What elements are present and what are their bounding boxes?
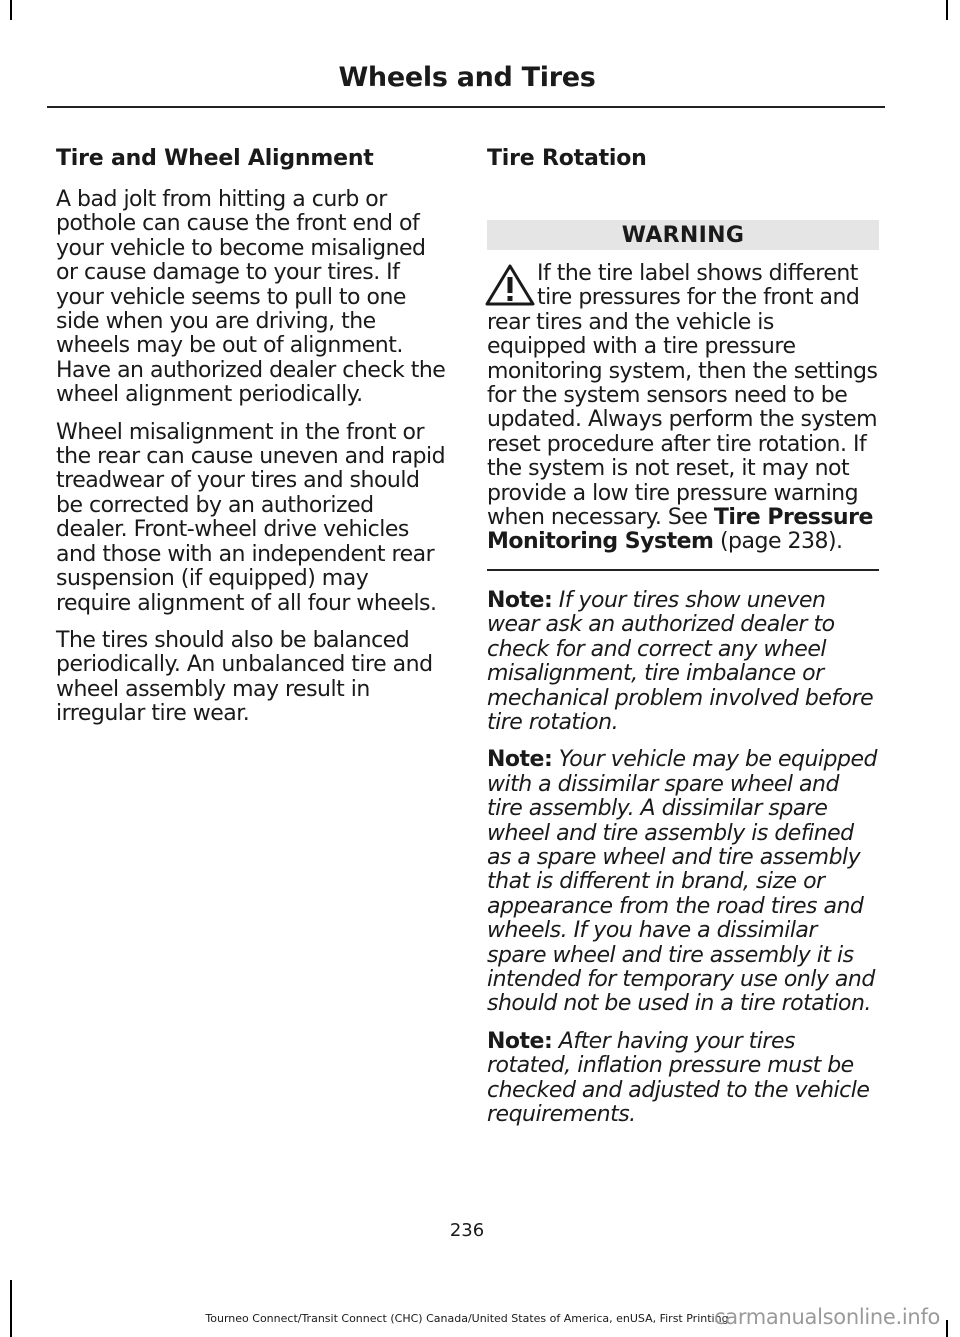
page-number: 236: [449, 1220, 485, 1241]
tpms-link[interactable]: Tire Pressure Monitoring System: [487, 505, 873, 555]
note-text: If your tires show uneven wear ask an authorized dealer to check for and correct any wheel misalignment, tire imbalance or mechanical problem involved before tire rotation.: [487, 587, 874, 735]
paragraph: The tires should also be balanced periodically. An unbalanced tire and wheel assembly may result in irregular tire wear.: [56, 627, 433, 727]
note-label: Note:: [487, 1028, 553, 1054]
note: [487, 589, 879, 735]
note-text: Your vehicle may be equipped with a dissimilar spare wheel and tire assembly. A dissimilar spare wheel and tire assembly is defined as a spare wheel and tire assembly that is different in brand, size or appearance from the road tires and wheels. If you have a dissimilar spare wheel and tire assembly it is intended for temporary use only and should not be used in a tire rotation.: [487, 747, 877, 1017]
header-divider: [47, 106, 885, 108]
section-heading-rotation: Tire Rotation: [487, 146, 647, 171]
watermark: carmanualsonline.info: [714, 1305, 941, 1329]
footer-text: Tourneo Connect/Transit Connect (CHC) Canada/United States of America, enUSA, First Printing: [205, 1312, 729, 1325]
crop-mark-bottom-left: [10, 1280, 12, 1337]
section-heading-alignment: Tire and Wheel Alignment: [56, 146, 374, 171]
crop-mark-top-right: [946, 0, 948, 20]
warning-body-text: If the tire label shows different tire pressures for the front and rear tires and the vehicle is equipped with a tire pressure monitoring system, then the settings for the system sensors need to be updated. Always perform the system reset procedure after tire rotation. If the system is not reset, it may not provide a low tire pressure warning when necessary. See: [487, 261, 878, 531]
note-label: Note:: [487, 747, 553, 773]
paragraph: Wheel misalignment in the front or the rear can cause uneven and rapid treadwear of your tires and should be corrected by an authorized dealer. Front-wheel drive vehicles and those with an independent rear suspension (if equipped) may require alignment of all four wheels.: [56, 419, 446, 616]
warning-triangle-icon: [483, 262, 537, 308]
right-column: [487, 144, 879, 1140]
warning-text: [487, 262, 879, 555]
page-reference: (page 238).: [719, 529, 843, 555]
note-label: Note:: [487, 587, 553, 613]
page-title: Wheels and Tires: [338, 62, 596, 93]
note-text: After having your tires rotated, inflation pressure must be checked and adjusted to the vehicle requirements.: [487, 1028, 870, 1127]
warning-divider: [487, 569, 879, 571]
warning-banner: WARNING: [487, 220, 879, 250]
note: [487, 748, 879, 1016]
crop-mark-top-left: [10, 0, 12, 20]
note: [487, 1030, 879, 1128]
left-column: [56, 144, 448, 740]
crop-mark-bottom-right: [946, 1320, 948, 1337]
paragraph: A bad jolt from hitting a curb or pothole can cause the front end of your vehicle to become misaligned or cause damage to your tires. If your vehicle seems to pull to one side when you are driving, the wheels may be out of alignment. Have an authorized dealer check the wheel alignment periodically.: [56, 187, 446, 408]
